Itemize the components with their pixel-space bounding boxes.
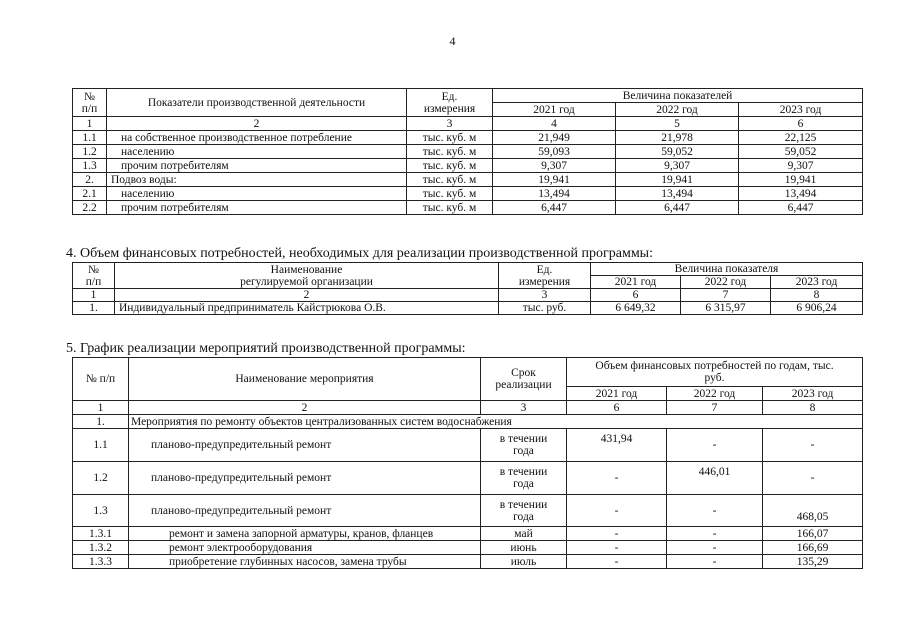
table-cell: тыс. руб. bbox=[499, 302, 591, 315]
index-cell: 6 bbox=[567, 401, 667, 415]
table-row bbox=[73, 555, 863, 569]
table-row bbox=[73, 159, 863, 173]
table-cell: ремонт и замена запорной арматуры, кранов, фланцев bbox=[129, 527, 481, 541]
table-cell: населению bbox=[107, 187, 407, 201]
index-row bbox=[73, 401, 863, 415]
table-cell: - bbox=[667, 541, 763, 555]
table-cell: 468,05 bbox=[763, 495, 863, 527]
table-cell: 446,01 bbox=[667, 462, 763, 495]
table-row bbox=[73, 302, 863, 315]
table-cell: тыс. куб. м bbox=[407, 131, 493, 145]
table-cell: 1. bbox=[73, 302, 115, 315]
production-indicators-table bbox=[72, 88, 863, 215]
col-header-num: № п/п bbox=[73, 358, 129, 401]
table-cell: 2. bbox=[73, 173, 107, 187]
activities-schedule-table bbox=[72, 357, 863, 569]
table-cell: прочим потребителям bbox=[107, 201, 407, 215]
index-cell: 7 bbox=[667, 401, 763, 415]
table-row bbox=[73, 187, 863, 201]
col-header-values-group: Величина показателя bbox=[591, 263, 863, 276]
table-cell: - bbox=[667, 429, 763, 462]
col-header-indicator: Показатели производственной деятельности bbox=[107, 89, 407, 117]
table-cell: - bbox=[567, 555, 667, 569]
col-header-values-group: Величина показателей bbox=[493, 89, 863, 103]
col-header-year: 2022 год bbox=[667, 387, 763, 401]
table-cell: 135,29 bbox=[763, 555, 863, 569]
table-cell: 1.3 bbox=[73, 159, 107, 173]
table-cell: 2.1 bbox=[73, 187, 107, 201]
table-cell: планово-предупредительный ремонт bbox=[129, 462, 481, 495]
table-row bbox=[73, 173, 863, 187]
index-cell: 4 bbox=[493, 117, 616, 131]
col-header-year: 2021 год bbox=[591, 276, 681, 289]
index-cell: 3 bbox=[481, 401, 567, 415]
page-number: 4 bbox=[449, 34, 456, 48]
index-cell: 3 bbox=[407, 117, 493, 131]
table-cell: июнь bbox=[481, 541, 567, 555]
table-cell: планово-предупредительный ремонт bbox=[129, 495, 481, 527]
table-cell: 13,494 bbox=[739, 187, 863, 201]
col-header-year: 2022 год bbox=[616, 103, 739, 117]
col-header-name: Наименование мероприятия bbox=[129, 358, 481, 401]
group-num: 1. bbox=[73, 415, 129, 429]
table-cell: на собственное производственное потребление bbox=[107, 131, 407, 145]
table-row bbox=[73, 527, 863, 541]
table-cell: тыс. куб. м bbox=[407, 201, 493, 215]
col-header-year: 2022 год bbox=[681, 276, 771, 289]
table-cell: 2.2 bbox=[73, 201, 107, 215]
table-cell: 21,978 bbox=[616, 131, 739, 145]
table-cell: 13,494 bbox=[493, 187, 616, 201]
section-5-heading: 5. График реализации мероприятий производственной программы: bbox=[66, 341, 466, 356]
index-cell: 2 bbox=[115, 289, 499, 302]
col-header-num: № п/п bbox=[73, 89, 107, 117]
financial-needs-table bbox=[72, 262, 863, 315]
table-cell: прочим потребителям bbox=[107, 159, 407, 173]
table-cell: - bbox=[763, 429, 863, 462]
table-cell: 6 315,97 bbox=[681, 302, 771, 315]
index-cell: 8 bbox=[771, 289, 863, 302]
table-cell: 1.2 bbox=[73, 462, 129, 495]
table-row bbox=[73, 131, 863, 145]
table-row bbox=[73, 462, 863, 495]
table-cell: 9,307 bbox=[616, 159, 739, 173]
table-cell: в течении года bbox=[481, 462, 567, 495]
table-cell: июль bbox=[481, 555, 567, 569]
col-header-unit: Ед. измерения bbox=[499, 263, 591, 289]
col-header-year: 2023 год bbox=[763, 387, 863, 401]
table-cell: в течении года bbox=[481, 495, 567, 527]
table-cell: - bbox=[567, 462, 667, 495]
table-row bbox=[73, 495, 863, 527]
index-row bbox=[73, 117, 863, 131]
table-cell: 13,494 bbox=[616, 187, 739, 201]
index-cell: 5 bbox=[616, 117, 739, 131]
table-cell: 59,052 bbox=[739, 145, 863, 159]
index-cell: 2 bbox=[129, 401, 481, 415]
table-cell: 6,447 bbox=[739, 201, 863, 215]
table-cell: 166,07 bbox=[763, 527, 863, 541]
col-header-unit: Ед. измерения bbox=[407, 89, 493, 117]
table-cell: 6,447 bbox=[616, 201, 739, 215]
section-4-heading: 4. Объем финансовых потребностей, необходимых для реализации производственной программы: bbox=[66, 246, 653, 261]
table-cell: - bbox=[667, 495, 763, 527]
col-header-year: 2023 год bbox=[739, 103, 863, 117]
table-cell: 1.2 bbox=[73, 145, 107, 159]
index-cell: 8 bbox=[763, 401, 863, 415]
table-cell: - bbox=[763, 462, 863, 495]
table-cell: 9,307 bbox=[739, 159, 863, 173]
table-cell: - bbox=[667, 527, 763, 541]
table-cell: 59,052 bbox=[616, 145, 739, 159]
table-cell: - bbox=[667, 555, 763, 569]
table-cell: 1.1 bbox=[73, 429, 129, 462]
table-row bbox=[73, 201, 863, 215]
col-header-year: 2023 год bbox=[771, 276, 863, 289]
table-cell: 6 906,24 bbox=[771, 302, 863, 315]
table-cell: Индивидуальный предприниматель Кайстрюкова О.В. bbox=[115, 302, 499, 315]
table-row bbox=[73, 145, 863, 159]
table-cell: ремонт электрооборудования bbox=[129, 541, 481, 555]
table-cell: 19,941 bbox=[616, 173, 739, 187]
table-cell: - bbox=[567, 527, 667, 541]
table-cell: тыс. куб. м bbox=[407, 159, 493, 173]
table-cell: тыс. куб. м bbox=[407, 187, 493, 201]
table-cell: 9,307 bbox=[493, 159, 616, 173]
index-cell: 1 bbox=[73, 117, 107, 131]
table-row bbox=[73, 541, 863, 555]
table-cell: - bbox=[567, 541, 667, 555]
index-cell: 1 bbox=[73, 289, 115, 302]
table-row bbox=[73, 429, 863, 462]
table-cell: приобретение глубинных насосов, замена трубы bbox=[129, 555, 481, 569]
table-cell: 1.3 bbox=[73, 495, 129, 527]
table-cell: 1.3.2 bbox=[73, 541, 129, 555]
table-cell: 6,447 bbox=[493, 201, 616, 215]
col-header-year: 2021 год bbox=[493, 103, 616, 117]
col-header-year: 2021 год bbox=[567, 387, 667, 401]
col-header-org: Наименование регулируемой организации bbox=[115, 263, 499, 289]
table-cell: 6 649,32 bbox=[591, 302, 681, 315]
table-cell: 19,941 bbox=[493, 173, 616, 187]
index-cell: 7 bbox=[681, 289, 771, 302]
table-cell: 1.3.3 bbox=[73, 555, 129, 569]
table-cell: 166,69 bbox=[763, 541, 863, 555]
table-cell: планово-предупредительный ремонт bbox=[129, 429, 481, 462]
table-cell: 431,94 bbox=[567, 429, 667, 462]
index-cell: 6 bbox=[591, 289, 681, 302]
table-cell: 21,949 bbox=[493, 131, 616, 145]
col-header-values-group: Объем финансовых потребностей по годам, тыс. руб. bbox=[567, 358, 863, 387]
table-cell: 1.1 bbox=[73, 131, 107, 145]
table-cell: 1.3.1 bbox=[73, 527, 129, 541]
table-cell: населению bbox=[107, 145, 407, 159]
index-cell: 6 bbox=[739, 117, 863, 131]
index-cell: 2 bbox=[107, 117, 407, 131]
col-header-term: Срок реализации bbox=[481, 358, 567, 401]
table-cell: - bbox=[567, 495, 667, 527]
table-cell: тыс. куб. м bbox=[407, 173, 493, 187]
table-cell: в течении года bbox=[481, 429, 567, 462]
group-row bbox=[73, 415, 863, 429]
table-cell: май bbox=[481, 527, 567, 541]
table-cell: Подвоз воды: bbox=[107, 173, 407, 187]
index-row bbox=[73, 289, 863, 302]
index-cell: 3 bbox=[499, 289, 591, 302]
col-header-num: № п/п bbox=[73, 263, 115, 289]
table-cell: 22,125 bbox=[739, 131, 863, 145]
table-cell: 19,941 bbox=[739, 173, 863, 187]
table-cell: 59,093 bbox=[493, 145, 616, 159]
index-cell: 1 bbox=[73, 401, 129, 415]
group-title: Мероприятия по ремонту объектов централизованных систем водоснабжения bbox=[129, 415, 863, 429]
table-cell: тыс. куб. м bbox=[407, 145, 493, 159]
